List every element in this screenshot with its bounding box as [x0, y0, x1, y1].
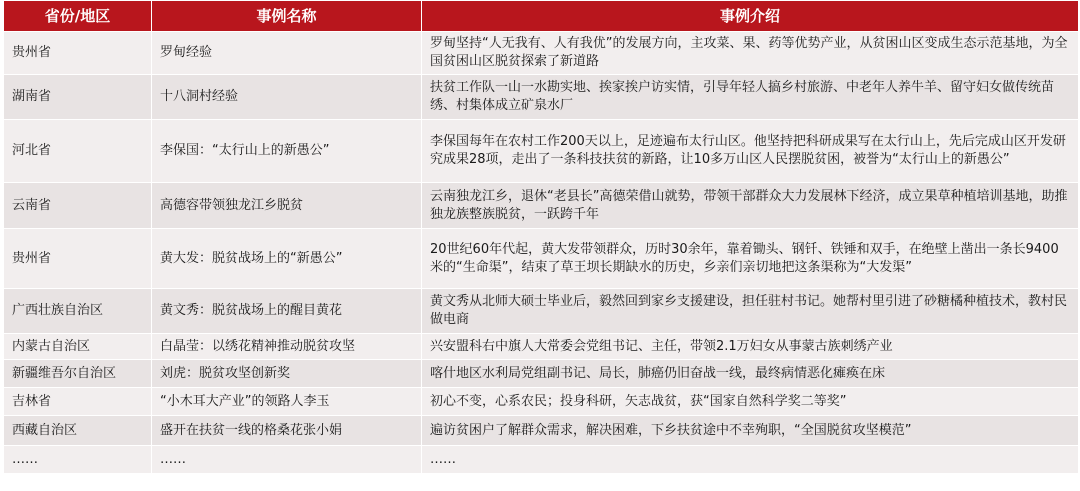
case-intro-cell	[422, 334, 1078, 360]
case-intro-cell	[422, 416, 1078, 446]
table-row	[4, 388, 1078, 416]
province-cell: 内蒙古自治区	[4, 334, 152, 360]
header-case-intro: 事例介绍	[422, 1, 1078, 32]
case-intro-cell	[422, 289, 1078, 334]
table-row	[4, 416, 1078, 446]
table-row	[4, 229, 1078, 289]
case-intro-text: 初心不变，心系农民；投身科研，矢志战贫，获“国家自然科学奖二等奖”	[430, 393, 847, 409]
case-name-cell: 十八洞村经验	[152, 75, 422, 120]
case-intro-text: ……	[430, 451, 456, 467]
case-intro-cell	[422, 446, 1078, 474]
table-row	[4, 446, 1078, 474]
table-row	[4, 183, 1078, 229]
header-case-name: 事例名称	[152, 1, 422, 32]
province-cell: 西藏自治区	[4, 416, 152, 446]
table-row	[4, 360, 1078, 388]
province-cell: 云南省	[4, 183, 152, 229]
case-name-cell: 刘虎：脱贫攻坚创新奖	[152, 360, 422, 388]
case-intro-cell	[422, 32, 1078, 75]
case-name-cell: 李保国：“太行山上的新愚公”	[152, 120, 422, 183]
case-intro-text: 李保国每年在农村工作200天以上，足迹遍布太行山区。他坚持把科研成果写在太行山上，先后完成山区开发研究成果28项，走出了一条科技扶贫的新路，让10多万山区人民摆脱贫困，被誉为“太行山上的新愚公”	[430, 134, 1066, 167]
table-row	[4, 289, 1078, 334]
case-intro-text: 罗甸坚持“人无我有、人有我优”的发展方向，主攻菜、果、药等优势产业，从贫困山区变成生态示范基地，为全国贫困山区脱贫探索了新道路	[430, 36, 1068, 69]
case-intro-text: 20世纪60年代起，黄大发带领群众，历时30余年，靠着锄头、钢钎、铁锤和双手，在绝壁上凿出一条长9400米的“生命渠”，结束了草王坝长期缺水的历史，乡亲们亲切地把这条渠称为“大发渠”	[430, 241, 1059, 275]
header-province: 省份/地区	[4, 1, 152, 32]
case-name-cell: “小木耳大产业”的领路人李玉	[152, 388, 422, 416]
case-name-cell: 罗甸经验	[152, 32, 422, 75]
case-name-cell: ……	[152, 446, 422, 474]
case-intro-cell	[422, 388, 1078, 416]
case-name-cell: 黄文秀：脱贫战场上的醒目黄花	[152, 289, 422, 334]
province-cell: 吉林省	[4, 388, 152, 416]
case-intro-text: 扶贫工作队一山一水勘实地、挨家挨户访实情，引导年轻人搞乡村旅游、中老年人养牛羊、留守妇女做传统苗绣、村集体成立矿泉水厂	[430, 80, 1055, 113]
case-name-cell: 黄大发：脱贫战场上的“新愚公”	[152, 229, 422, 289]
table-row	[4, 334, 1078, 360]
table-body	[4, 32, 1078, 474]
case-intro-cell	[422, 229, 1078, 289]
case-intro-cell	[422, 183, 1078, 229]
province-cell: 贵州省	[4, 229, 152, 289]
province-cell: 河北省	[4, 120, 152, 183]
case-intro-text: 云南独龙江乡，退休“老县长”高德荣借山就势，带领干部群众大力发展林下经济，成立果草种植培训基地，助推独龙族整族脱贫，一跃跨千年	[430, 188, 1068, 222]
table-row	[4, 75, 1078, 120]
province-cell: ……	[4, 446, 152, 474]
case-intro-cell	[422, 75, 1078, 120]
case-intro-text: 遍访贫困户了解群众需求，解决困难，下乡扶贫途中不幸殉职，“全国脱贫攻坚模范”	[430, 422, 912, 438]
province-cell: 广西壮族自治区	[4, 289, 152, 334]
table-header	[4, 1, 1078, 32]
case-intro-cell	[422, 360, 1078, 388]
case-intro-text: 喀什地区水利局党组副书记、局长，肺癌仍旧奋战一线，最终病情恶化瘫痪在床	[430, 365, 886, 381]
table-row	[4, 32, 1078, 75]
case-name-cell: 盛开在扶贫一线的格桑花张小娟	[152, 416, 422, 446]
table-row	[4, 120, 1078, 183]
case-intro-text: 黄文秀从北师大硕士毕业后，毅然回到家乡支援建设，担任驻村书记。她帮村里引进了砂糖橘种植技术，教村民做电商	[430, 294, 1068, 327]
case-name-cell: 白晶莹：以绣花精神推动脱贫攻坚	[152, 334, 422, 360]
case-table	[4, 1, 1078, 474]
province-cell: 湖南省	[4, 75, 152, 120]
case-intro-cell	[422, 120, 1078, 183]
case-name-cell: 高德容带领独龙江乡脱贫	[152, 183, 422, 229]
province-cell: 贵州省	[4, 32, 152, 75]
case-intro-text: 兴安盟科右中旗人大常委会党组书记、主任，带领2.1万妇女从事蒙古族刺绣产业	[430, 338, 893, 354]
province-cell: 新疆维吾尔自治区	[4, 360, 152, 388]
